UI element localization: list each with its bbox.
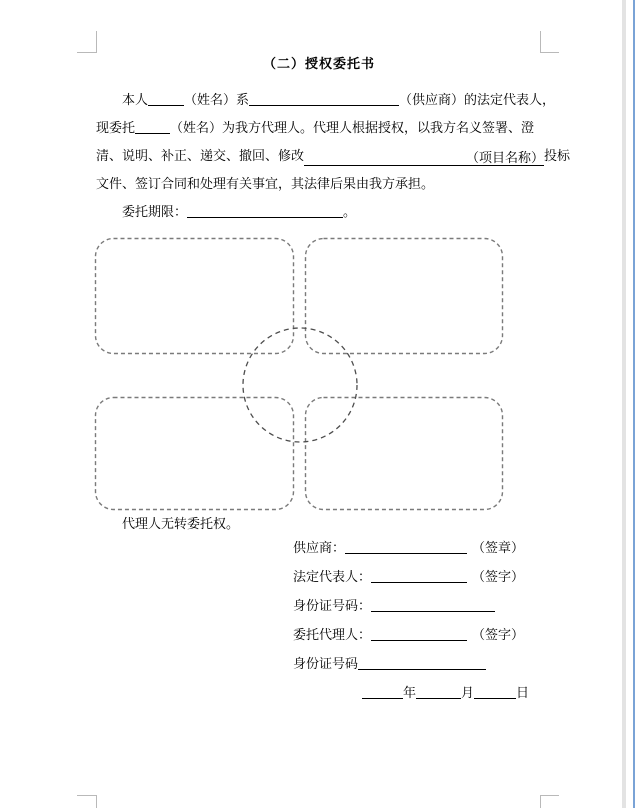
stamp-box-top-left[interactable] xyxy=(96,239,294,354)
seal-circle-placeholder[interactable] xyxy=(243,328,357,442)
stamp-box-top-right[interactable] xyxy=(306,239,503,354)
body-line4-text: 文件、签订合同和处理有关事宜，其法律后果由我方承担。 xyxy=(96,176,435,191)
supplier-label: 供应商： xyxy=(293,540,346,555)
agent-label: 委托代理人： xyxy=(293,627,372,642)
duration-label: 委托期限： xyxy=(122,204,188,219)
legal-rep-label: 法定代表人： xyxy=(293,569,372,584)
agent-sign-blank[interactable] xyxy=(371,627,467,641)
agent-sign-line xyxy=(293,620,553,649)
legal-rep-sign-blank[interactable] xyxy=(371,569,467,583)
duration-period: 。 xyxy=(343,204,357,219)
body-line2-text: 现委托 xyxy=(96,120,136,135)
no-subdelegation-note: 代理人无转委托权。 xyxy=(122,516,240,531)
agent-id-blank[interactable] xyxy=(358,656,486,670)
id-number-label: 身份证号码： xyxy=(293,598,372,613)
signature-block xyxy=(293,533,553,707)
year-label: 年 xyxy=(403,685,417,700)
supplier-seal-hint: （签章） xyxy=(472,540,525,555)
day-blank[interactable] xyxy=(474,685,516,699)
stamp-box-bottom-left[interactable] xyxy=(96,398,294,510)
supplier-sign-line xyxy=(293,533,553,562)
document-title: （二）授权委托书 xyxy=(262,56,375,71)
legal-rep-id-line xyxy=(293,591,553,620)
supplier-sign-blank[interactable] xyxy=(345,540,467,554)
legal-rep-id-blank[interactable] xyxy=(371,598,495,612)
legal-rep-sign-line xyxy=(293,562,553,591)
body-line1-text: 本人 xyxy=(122,92,149,107)
body-line1-mid-text: （姓名）系 xyxy=(184,92,250,107)
agent-sign-hint: （签字） xyxy=(472,627,525,642)
legal-rep-sign-hint: （签字） xyxy=(472,569,525,584)
project-name-hint: （项目名称） xyxy=(466,150,545,165)
body-line3-text: 清、说明、补正、递交、撤回、修改 xyxy=(96,148,305,163)
month-blank[interactable] xyxy=(416,685,461,699)
body-line1-post-text: （供应商）的法定代表人， xyxy=(399,92,556,107)
day-label: 日 xyxy=(516,685,530,700)
body-line2-post-text: （姓名）为我方代理人。代理人根据授权，以我方名义签署、澄 xyxy=(170,120,535,135)
body-line3-post-text: 投标 xyxy=(544,148,571,163)
year-blank[interactable] xyxy=(362,685,403,699)
stamp-box-bottom-right[interactable] xyxy=(306,398,503,510)
agent-id-line xyxy=(293,649,553,678)
agent-id-label: 身份证号码 xyxy=(293,656,359,671)
month-label: 月 xyxy=(461,685,475,700)
date-line xyxy=(293,678,553,707)
